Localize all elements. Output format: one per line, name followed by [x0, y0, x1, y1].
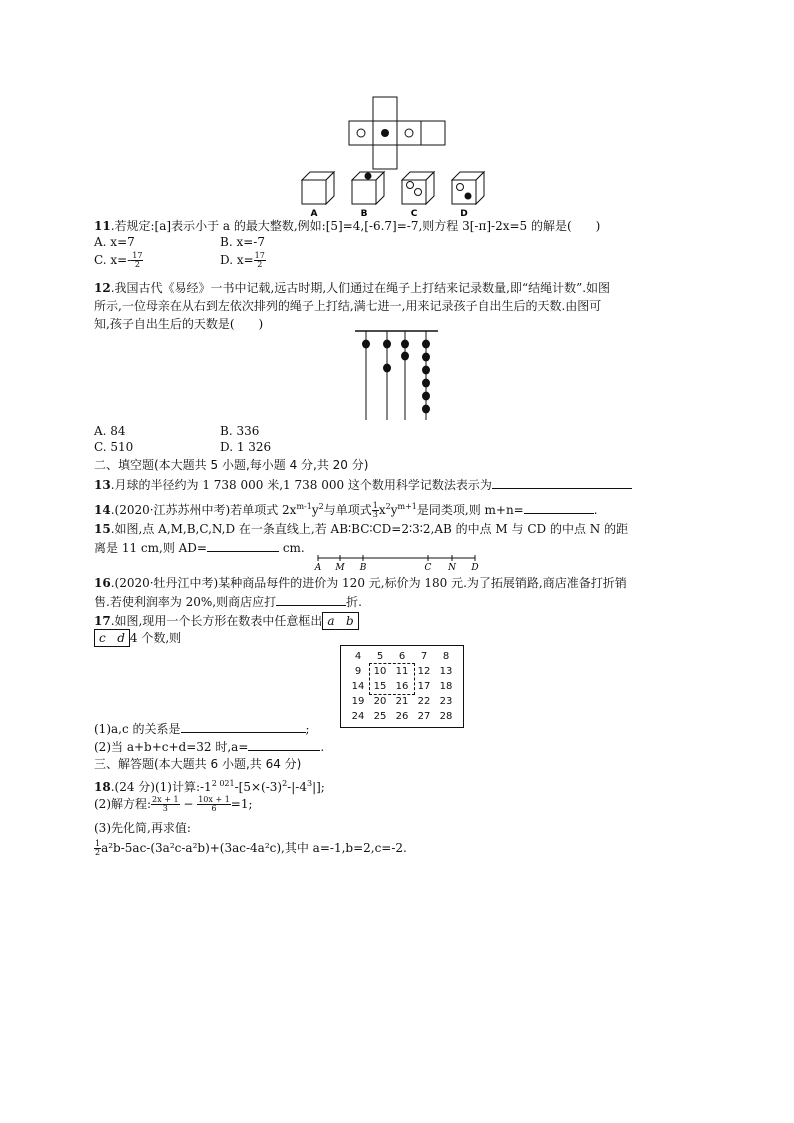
number-grid-cell: 16	[395, 681, 409, 692]
q11-option-c: C. x=- $\frac{17}{2}$	[94, 251, 143, 269]
q16-stem-line1: 16.(2020·牡丹江中考)某种商品每件的进价为 120 元,标价为 180 元.为了拓展销路,商店准备打折销	[94, 576, 627, 590]
number-grid-cell: 12	[417, 666, 431, 677]
q17-stem: 17.如图,现用一个长方形在数表中任意框出 a b	[94, 612, 359, 630]
cube-label-c: C	[410, 209, 418, 219]
cube-net-figure	[290, 92, 490, 222]
number-grid-cell: 25	[373, 711, 387, 722]
number-grid-cell: 27	[417, 711, 431, 722]
q18-part3-expression: $\frac{1}{2}$ a²b-5ac-(3a²c-a²b)+(3ac-4a²c),其中 a=-1,b=2,c=-2.	[95, 839, 407, 857]
line-segment-figure	[310, 550, 485, 572]
q12-option-a: A. 84	[94, 424, 126, 438]
cube-label-b: B	[360, 209, 368, 219]
q18-part2: (2)解方程: $\frac{2x + 1}{3}$ − $\frac{10x + 1}{6}$ =1;	[94, 795, 253, 813]
knot-rope-figure	[350, 328, 440, 424]
q11-option-a: A. x=7	[94, 235, 135, 249]
number-grid-cell: 13	[439, 666, 453, 677]
q18-part3: (3)先化简,再求值:	[94, 821, 191, 835]
point-d-label: D	[471, 563, 479, 572]
number-grid-cell: 26	[395, 711, 409, 722]
number-grid-row	[347, 649, 457, 664]
q11-option-d: D. x= $\frac{17}{2}$	[220, 251, 265, 269]
q17-stem-cont: c d 4 个数,则	[94, 629, 181, 647]
point-m-label: M	[335, 563, 345, 572]
number-grid-row	[347, 709, 457, 724]
q12-stem-line1: 12.我国古代《易经》一书中记载,远古时期,人们通过在绳子上打结来记录数量,即“结绳计数”.如图	[94, 281, 611, 295]
number-grid-cell: 14	[351, 681, 365, 692]
number-grid-row	[347, 694, 457, 709]
number-table	[340, 645, 464, 728]
q15-stem-line1: 15.如图,点 A,M,B,C,N,D 在一条直线上,若 AB∶BC∶CD=2∶3∶2,AB 的中点 M 与 CD 的中点 N 的距	[94, 522, 629, 536]
cube-label-d: D	[460, 209, 468, 219]
q17-sub2: (2)当 a+b+c+d=32 时,a= .	[94, 740, 325, 754]
number-grid-cell: 28	[439, 711, 453, 722]
dashed-selection-box	[369, 663, 415, 695]
q13-stem: 13.月球的半径约为 1 738 000 米,1 738 000 这个数用科学记数法表示为	[94, 476, 632, 493]
q17-box-bottom: c d	[94, 629, 130, 647]
q12-stem-line3: 知,孩子自出生后的天数是( )	[94, 317, 264, 331]
number-grid-cell: 6	[398, 651, 406, 662]
number-grid-cell: 22	[417, 696, 431, 707]
q14-stem: 14.(2020·江苏苏州中考)若单项式 $2x^{m-1}y^2$与单项式 $\frac{1}{3}$ $x^2y^{m+1}$是同类项,则 m+n= .	[94, 501, 598, 519]
section-fill-in-title: 二、填空题(本大题共 5 小题,每小题 4 分,共 20 分)	[94, 458, 369, 472]
number-grid-cell: 5	[376, 651, 384, 662]
point-b-label: B	[359, 563, 367, 572]
number-grid-cell: 10	[373, 666, 387, 677]
q17-box-top: a b	[322, 612, 358, 630]
number-grid-cell: 21	[395, 696, 409, 707]
number-grid-cell: 20	[373, 696, 387, 707]
number-grid-cell: 23	[439, 696, 453, 707]
q15-answer-blank[interactable]	[207, 539, 279, 552]
number-grid-cell: 4	[354, 651, 362, 662]
q15-stem-line2: 离是 11 cm,则 AD= cm.	[94, 541, 305, 555]
q11-stem: 11.若规定:[a]表示小于 a 的最大整数,例如:[5]=4,[-6.7]=-7,则方程 3[-π]-2x=5 的解是( )	[94, 219, 601, 233]
number-grid-cell: 7	[420, 651, 428, 662]
q13-answer-blank[interactable]	[492, 476, 632, 489]
cube-label-a: A	[310, 209, 318, 219]
number-grid-cell: 18	[439, 681, 453, 692]
number-grid-cell: 11	[395, 666, 409, 677]
q16-answer-blank[interactable]	[276, 593, 346, 606]
point-n-label: N	[448, 563, 456, 572]
q17-sub1-blank[interactable]	[181, 720, 306, 733]
q14-answer-blank[interactable]	[524, 501, 594, 514]
q16-stem-line2: 售.若使利润率为 20%,则商店应打 折.	[94, 595, 362, 609]
number-grid-cell: 8	[442, 651, 450, 662]
q12-option-b: B. 336	[220, 424, 260, 438]
q12-option-d: D. 1 326	[220, 440, 272, 454]
section-answer-title: 三、解答题(本大题共 6 小题,共 64 分)	[94, 757, 302, 771]
point-a-label: A	[314, 563, 322, 572]
number-grid-cell: 19	[351, 696, 365, 707]
q12-option-c: C. 510	[94, 440, 134, 454]
number-grid-cell: 17	[417, 681, 431, 692]
number-grid-cell: 24	[351, 711, 365, 722]
number-grid-cell: 15	[373, 681, 387, 692]
q17-sub1: (1)a,c 的关系是 ;	[94, 722, 310, 736]
q11-option-b: B. x=-7	[220, 235, 265, 249]
q18-part1: 18.(24 分)(1)计算$:-1^{2 021}-[5\times(-3)^2-|-4^3|]$;	[94, 779, 325, 794]
number-grid-cell: 9	[354, 666, 362, 677]
q17-sub2-blank[interactable]	[248, 738, 320, 751]
point-c-label: C	[424, 563, 432, 572]
q12-stem-line2: 所示,一位母亲在从右到左依次排列的绳子上打结,满七进一,用来记录孩子自出生后的天数.由图可	[94, 299, 602, 313]
